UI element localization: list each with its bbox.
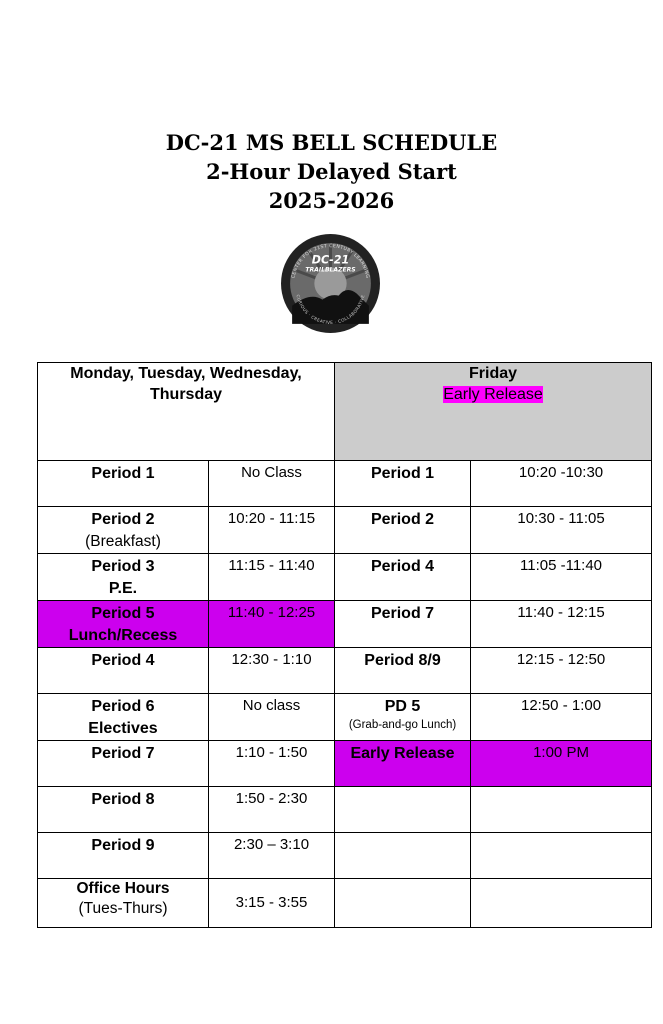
left-period-cell [38,741,209,787]
mtwt-heading: Monday, Tuesday, Wednesday, Thursday [70,365,302,403]
right-period-name: Period 1 [370,465,435,482]
friday-header-cell [335,363,652,461]
left-period-name: Period 2 [91,511,155,528]
left-period-cell [38,507,209,554]
left-period-cell [38,787,209,833]
right-period-name: PD 5 [384,698,421,715]
logo-name-line-2: TRAILBLAZERS [305,266,356,274]
left-period-cell [38,554,209,601]
left-period-name: Period 5 [91,605,155,622]
right-time: 1:00 PM [533,744,589,761]
right-time: 12:50 - 1:00 [520,697,602,714]
right-period-cell [335,879,471,928]
right-time-cell [471,648,652,694]
left-time: 1:50 - 2:30 [235,790,308,807]
left-time: No class [242,697,301,714]
left-time-cell [209,879,335,928]
table-row [38,554,652,601]
left-period-name: Period 3 [91,558,155,575]
right-period-cell [335,787,471,833]
table-row [38,879,652,928]
right-period-name: Early Release [350,745,455,762]
left-period-cell [38,694,209,741]
right-time: 11:40 - 12:15 [517,604,605,621]
left-time: No Class [241,464,302,481]
left-time-cell [209,694,335,741]
left-period-name: Period 9 [91,837,155,854]
left-period-subtitle: (Breakfast) [85,533,161,550]
right-period-cell [335,694,471,741]
right-time: 12:15 - 12:50 [516,651,606,668]
right-time-cell [471,879,652,928]
table-row [38,461,652,507]
left-time-cell [209,648,335,694]
left-period-name: Period 6 [91,698,155,715]
left-time-cell [209,554,335,601]
schedule-title [0,128,663,215]
left-period-cell [38,833,209,879]
left-time-cell [209,461,335,507]
title-line-1: DC-21 MS BELL SCHEDULE [165,130,498,155]
left-period-subtitle: Electives [88,720,158,737]
logo-bottom-text: CURIOUS · CREATIVE · COLLABORATIVE [295,294,366,325]
right-time-cell [471,833,652,879]
left-period-subtitle: P.E. [108,580,138,597]
right-period-name: Period 8/9 [364,652,441,669]
right-time-cell [471,787,652,833]
left-period-name: Period 1 [91,465,155,482]
left-time-cell [209,833,335,879]
right-time-cell [471,694,652,741]
left-period-cell [38,601,209,648]
left-time-cell [209,787,335,833]
left-time: 1:10 - 1:50 [235,744,308,761]
table-row [38,694,652,741]
left-time: 2:30 – 3:10 [233,836,310,853]
left-period-name: Office Hours [76,880,170,897]
logo-top-text: CENTER FOR 21ST CENTURY LEARNING [291,244,370,279]
table-row [38,787,652,833]
left-time-cell [209,741,335,787]
mtwt-header-cell [38,363,335,461]
right-period-cell [335,554,471,601]
left-time: 11:40 - 12:25 [227,604,316,621]
right-period-cell [335,601,471,648]
left-time-cell [209,507,335,554]
right-time-cell [471,461,652,507]
right-time: 10:30 - 11:05 [517,510,605,527]
right-period-cell [335,507,471,554]
left-period-name: Period 4 [91,652,155,669]
right-time-cell [471,507,652,554]
left-time: 10:20 - 11:15 [227,510,316,527]
left-time: 3:15 - 3:55 [235,894,308,911]
right-period-cell [335,741,471,787]
title-line-3: 2025-2026 [268,188,395,213]
bell-schedule-table [37,362,652,928]
left-time-cell [209,601,335,648]
table-header-row [38,363,652,461]
right-period-cell [335,833,471,879]
left-period-cell [38,461,209,507]
left-time: 11:15 - 11:40 [228,557,315,574]
table-row [38,601,652,648]
early-release-badge: Early Release [443,386,543,403]
left-period-subtitle: (Tues-Thurs) [78,900,168,917]
right-time: 11:05 -11:40 [520,557,603,574]
right-time-cell [471,741,652,787]
right-period-subtitle: (Grab-and-go Lunch) [348,719,457,731]
left-period-cell [38,879,209,928]
right-period-cell [335,648,471,694]
title-line-2: 2-Hour Delayed Start [206,159,457,184]
right-time-cell [471,554,652,601]
left-time: 12:30 - 1:10 [231,651,312,668]
right-period-name: Period 2 [370,511,435,528]
logo-name-line-1: DC-21 [311,253,350,267]
right-period-name: Period 4 [370,558,435,575]
left-period-subtitle: Lunch/Recess [68,627,178,644]
table-row [38,741,652,787]
right-time: 10:20 -10:30 [518,464,604,481]
trailblazers-logo [280,233,381,334]
left-period-name: Period 7 [91,745,155,762]
right-period-cell [335,461,471,507]
right-period-name: Period 7 [370,605,435,622]
left-period-cell [38,648,209,694]
left-period-name: Period 8 [91,791,155,808]
table-row [38,648,652,694]
table-row [38,833,652,879]
right-time-cell [471,601,652,648]
table-row [38,507,652,554]
friday-heading: Friday [469,365,518,382]
